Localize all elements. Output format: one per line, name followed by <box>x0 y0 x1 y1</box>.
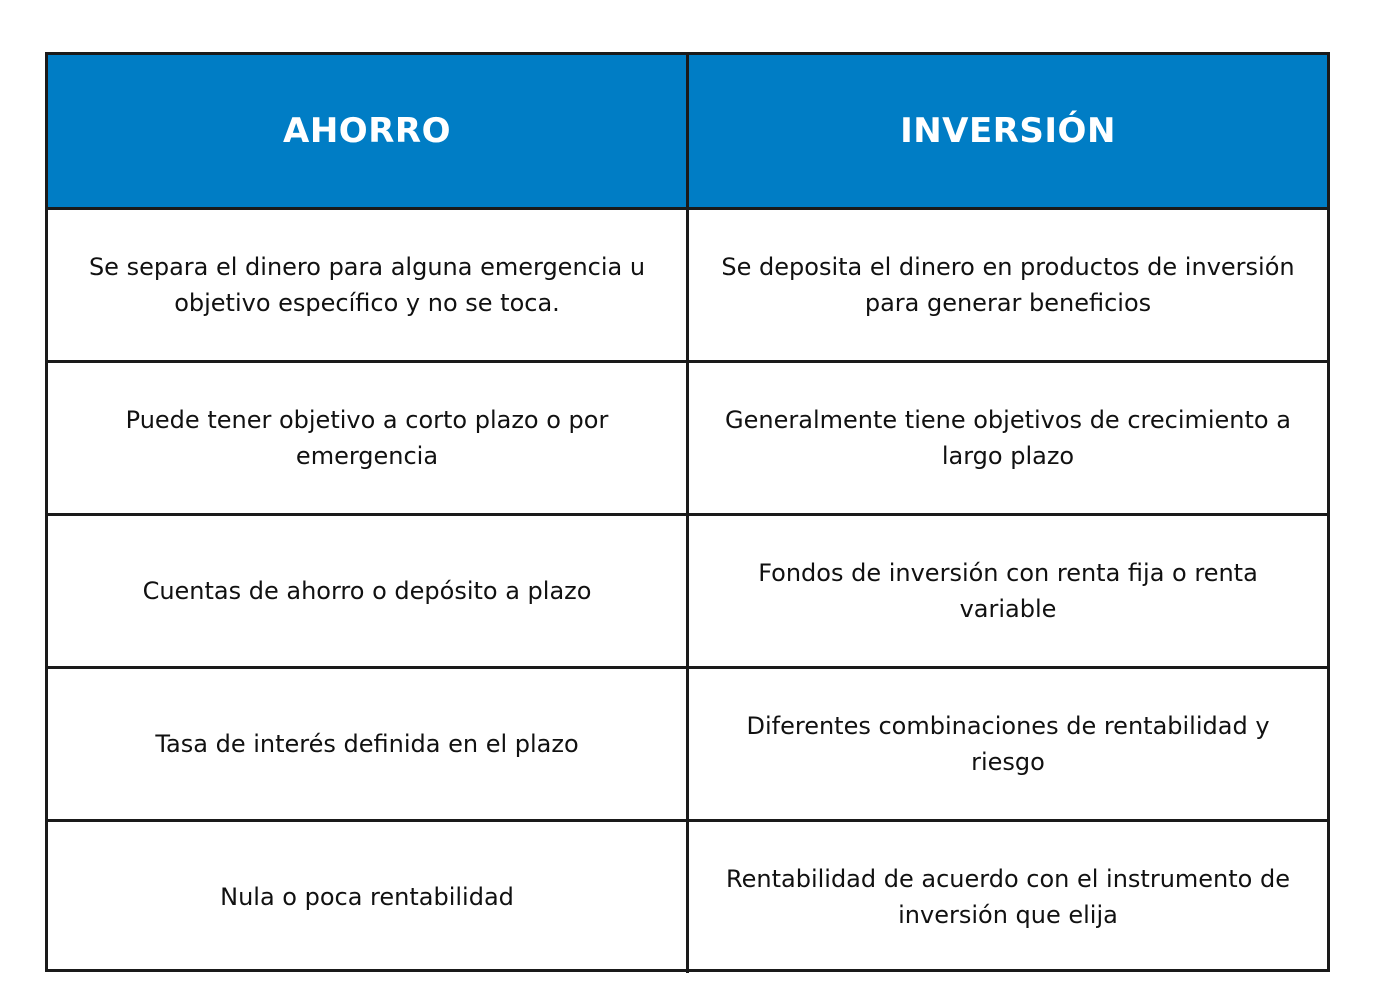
header-ahorro: AHORRO <box>48 55 688 208</box>
table-header-row <box>48 55 1327 208</box>
comparison-table <box>48 55 1327 973</box>
table-row <box>48 820 1327 973</box>
cell-inversion: Diferentes combinaciones de rentabilidad y riesgo <box>688 667 1328 820</box>
cell-ahorro: Nula o poca rentabilidad <box>48 820 688 973</box>
cell-inversion: Se deposita el dinero en productos de inversión para generar beneficios <box>688 208 1328 361</box>
cell-ahorro: Cuentas de ahorro o depósito a plazo <box>48 514 688 667</box>
table-row <box>48 667 1327 820</box>
table-row <box>48 514 1327 667</box>
comparison-table-container <box>45 52 1330 972</box>
table-row <box>48 208 1327 361</box>
cell-ahorro: Tasa de interés definida en el plazo <box>48 667 688 820</box>
cell-ahorro: Puede tener objetivo a corto plazo o por emergencia <box>48 361 688 514</box>
cell-inversion: Fondos de inversión con renta fija o renta variable <box>688 514 1328 667</box>
cell-ahorro: Se separa el dinero para alguna emergencia u objetivo específico y no se toca. <box>48 208 688 361</box>
cell-inversion: Generalmente tiene objetivos de crecimiento a largo plazo <box>688 361 1328 514</box>
table-row <box>48 361 1327 514</box>
header-inversion: INVERSIÓN <box>688 55 1328 208</box>
cell-inversion: Rentabilidad de acuerdo con el instrumento de inversión que elija <box>688 820 1328 973</box>
